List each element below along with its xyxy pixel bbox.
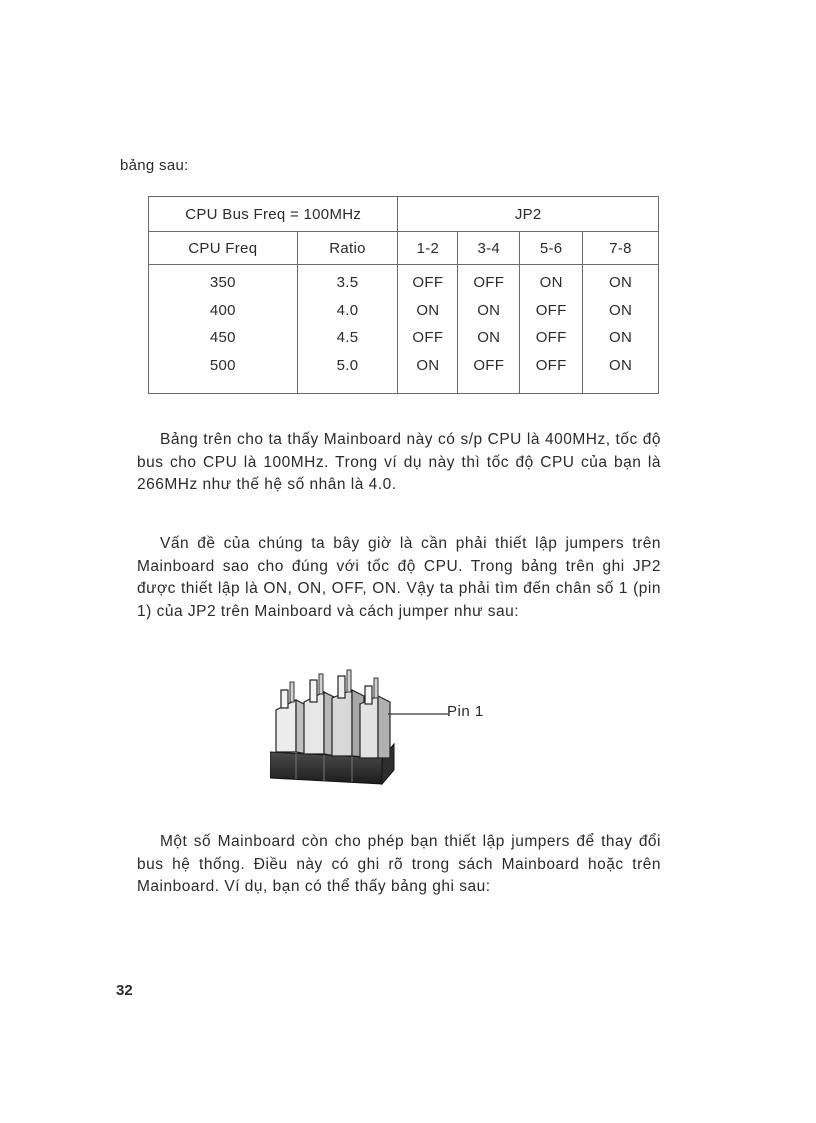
table-cell: ON — [416, 356, 440, 374]
pin-7-8-column — [583, 265, 659, 394]
intro-text: bảng sau: — [120, 157, 189, 174]
pin-1-label: Pin 1 — [447, 703, 484, 720]
table-cell: 350 — [209, 274, 236, 291]
column-header: 3-4 — [458, 232, 520, 265]
pin-3-4-column — [458, 265, 520, 394]
table-cell: OFF — [473, 274, 505, 291]
bus-freq-header: CPU Bus Freq = 100MHz — [149, 197, 398, 232]
table-cell: ON — [416, 301, 440, 319]
table-cell: 500 — [209, 356, 236, 374]
paragraph-jumper-setup: Vấn đề của chúng ta bây giờ là cần phải thiết lập jumpers trên Mainboard sao cho đúng với tốc độ CPU. Trong bảng trên ghi JP2 được thiết lập là ON, ON, OFF, ON. Vậy ta phải tìm đến chân số 1 (pin 1) của JP2 trên Mainboard và cách jumper như sau: — [137, 535, 661, 620]
table-cell: 4.0 — [336, 301, 359, 319]
table-cell: 5.0 — [336, 356, 359, 374]
column-header: Ratio — [297, 232, 398, 265]
table-cell: OFF — [535, 301, 567, 319]
table-cell: 400 — [209, 301, 236, 319]
table-cell: OFF — [412, 329, 444, 346]
column-header: 1-2 — [398, 232, 458, 265]
paragraph-bus-settings: Một số Mainboard còn cho phép bạn thiết lập jumpers để thay đổi bus hệ thống. Điều này có ghi rõ trong sách Mainboard hoặc trên Mainboard. Ví dụ, bạn có thể thấy bảng ghi sau: — [137, 833, 661, 895]
jumper-table — [148, 196, 659, 394]
table-body-row — [149, 265, 659, 394]
column-header-row — [149, 232, 659, 265]
table-cell: ON — [477, 301, 501, 319]
table-cell: OFF — [535, 356, 567, 374]
table-cell: OFF — [412, 274, 444, 291]
column-header: 5-6 — [520, 232, 583, 265]
ratio-column — [297, 265, 398, 394]
table-cell: ON — [609, 356, 633, 374]
table-cell: ON — [609, 301, 633, 319]
pin-1-2-column — [398, 265, 458, 394]
table-cell: OFF — [535, 329, 567, 346]
table-cell: ON — [609, 274, 633, 291]
paragraph-table-explanation: Bảng trên cho ta thấy Mainboard này có s/p CPU là 400MHz, tốc độ bus cho CPU là 100MHz. Trong ví dụ này thì tốc độ CPU của bạn là 266MHz như thế hệ số nhân là 4.0. — [137, 431, 661, 493]
table-cell: OFF — [473, 356, 505, 374]
table-cell: 450 — [209, 329, 236, 346]
page-number: 32 — [116, 982, 133, 999]
pin-5-6-column — [520, 265, 583, 394]
jp2-header: JP2 — [398, 197, 659, 232]
table-cell: ON — [539, 274, 563, 291]
table-cell: ON — [609, 329, 633, 346]
table-cell: 4.5 — [336, 329, 359, 346]
cpu-freq-column — [149, 265, 298, 394]
table-header-row — [149, 197, 659, 232]
jumper-diagram — [270, 660, 500, 790]
table-cell: 3.5 — [336, 274, 359, 291]
column-header: CPU Freq — [149, 232, 298, 265]
column-header: 7-8 — [583, 232, 659, 265]
table-cell: ON — [477, 329, 501, 346]
